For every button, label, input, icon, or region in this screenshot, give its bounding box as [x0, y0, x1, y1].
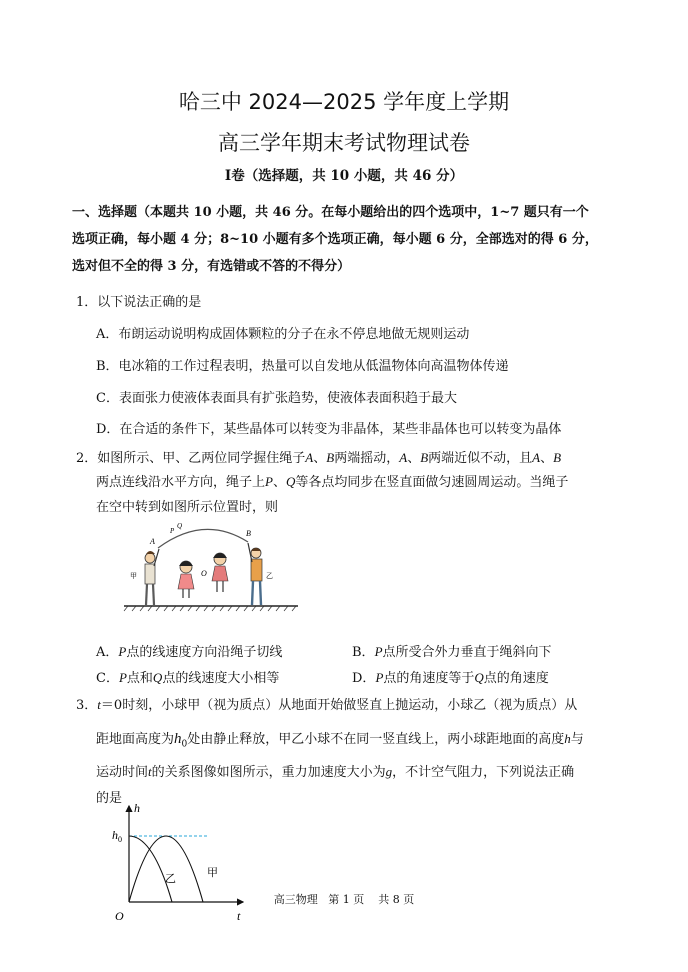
label-jia: 甲	[130, 572, 137, 580]
q2-stem-line2: 两点连线沿水平方向，绳子上P、Q等各点均同步在竖直面做匀速圆周运动。当绳子	[96, 474, 569, 490]
q1-option-a: A．布朗运动说明构成固体颗粒的分子在永不停息地做无规则运动	[96, 327, 470, 342]
volume-note: Ⅰ卷（选择题，共 10 小题，共 46 分）	[224, 168, 464, 184]
q3-stem-line1: 3．t＝0时刻，小球甲（视为质点）从地面开始做竖直上抛运动，小球乙（视为质点）从	[76, 697, 578, 713]
label-yi: 乙	[266, 572, 273, 580]
section-instruction-line2: 选项正确，每小题 4 分；8~10 小题有多个选项正确，每小题 6 分，全部选对的得 6 分，	[72, 232, 598, 247]
q1-option-c: C．表面张力使液体表面具有扩张趋势，使液体表面积趋于最大	[96, 391, 457, 406]
h0-label: $h_0$	[112, 828, 122, 844]
section-instruction-line1: 一、选择题（本题共 10 小题，共 46 分。在每小题给出的四个选项中，1~7 题只有一个	[72, 205, 589, 220]
q2-stem-line1: 2．如图所示、甲、乙两位同学握住绳子A、B两端摇动，A、B两端近似不动，且A、B	[76, 450, 562, 466]
child-figure-1	[178, 561, 194, 598]
q1-option-d: D．在合适的条件下，某些晶体可以转变为非晶体，某些非晶体也可以转变为晶体	[96, 422, 562, 437]
q2-option-b: B．P点所受合外力垂直于绳斜向下	[352, 644, 552, 660]
student-yi-figure	[248, 543, 262, 605]
page-footer: 高三物理 第 1 页 共 8 页	[273, 893, 415, 906]
q1-stem: 1．以下说法正确的是	[76, 295, 202, 310]
axis-label-t: t	[237, 909, 241, 923]
curve-label-yi: 乙	[165, 873, 176, 885]
student-jia-figure	[145, 549, 159, 605]
axis-label-h: h	[134, 801, 140, 815]
label-a: A	[150, 537, 155, 546]
q3-stem-line4: 的是	[96, 791, 123, 806]
q2-rope-figure	[120, 518, 310, 614]
label-o: O	[201, 569, 207, 578]
label-b: B	[246, 529, 251, 538]
q2-option-a: A．P点的线速度方向沿绳子切线	[96, 644, 283, 660]
child-figure-2	[212, 553, 228, 592]
q2-option-c: C．P点和Q点的线速度大小相等	[96, 670, 280, 686]
q1-option-b: B．电冰箱的工作过程表明，热量可以自发地从低温物体向高温物体传递	[96, 359, 509, 374]
section-instruction-line3: 选对但不全的得 3 分，有选错或不答的不得分）	[72, 259, 351, 274]
origin-label: O	[115, 909, 124, 923]
exam-title-line2: 高三学年期末考试物理试卷	[218, 131, 470, 155]
q3-stem-line2: 距地面高度为$h_0$处由静止释放，甲乙小球不在同一竖直线上，两小球距地面的高度h与	[96, 731, 584, 750]
exam-title-line1: 哈三中 2024—2025 学年度上学期	[178, 90, 510, 114]
q2-option-d: D．P点的角速度等于Q点的角速度	[352, 670, 549, 686]
label-p: P	[170, 527, 175, 535]
curve-label-jia: 甲	[207, 867, 218, 879]
label-q: Q	[177, 522, 183, 530]
q3-stem-line3: 运动时间t的关系图像如图所示，重力加速度大小为g，不计空气阻力，下列说法正确	[96, 764, 575, 780]
q2-stem-line3: 在空中转到如图所示位置时，则	[96, 500, 279, 515]
